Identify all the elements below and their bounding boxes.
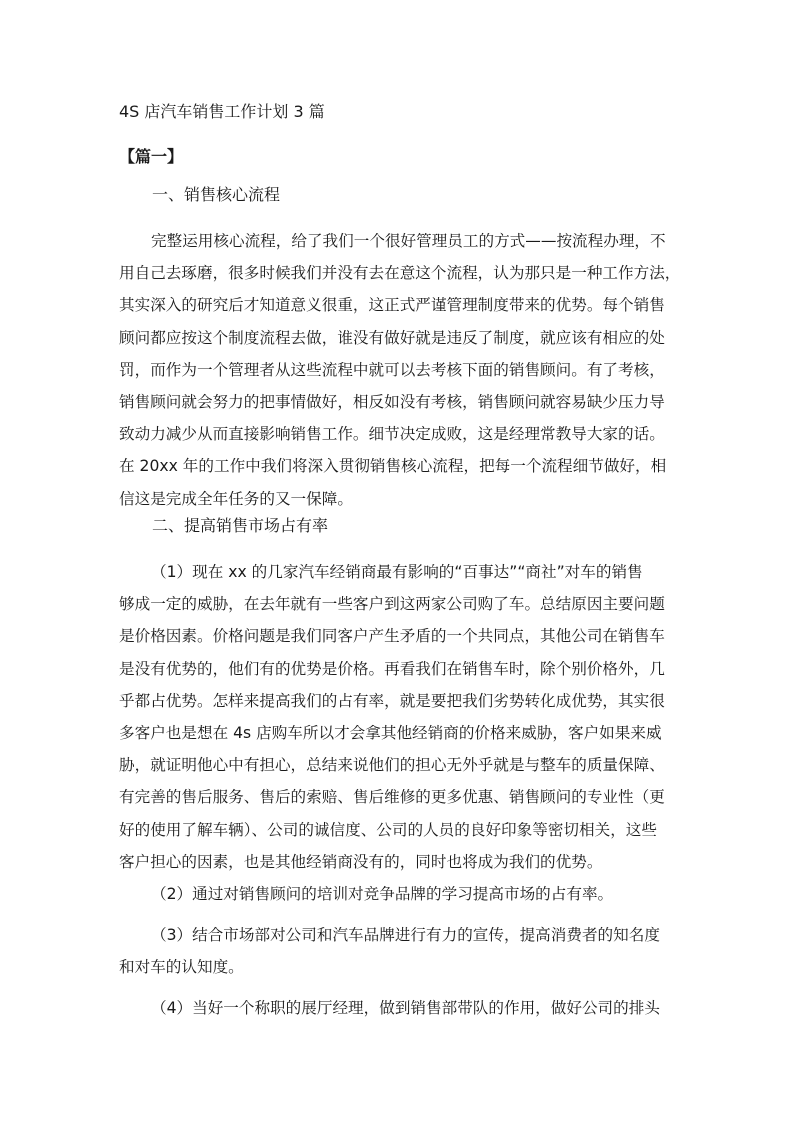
paragraph-line: 好的使用了解车辆）、公司的诚信度、公司的人员的良好印象等密切相关，这些 xyxy=(119,820,657,839)
paragraph-line: （3）结合市场部对公司和汽车品牌进行有力的宣传，提高消费者的知名度 xyxy=(151,926,660,944)
part-label: 【篇一】 xyxy=(119,147,184,166)
paragraph-line: 用自己去琢磨，很多时候我们并没有去在意这个流程，认为那只是一种工作方法， xyxy=(119,264,681,283)
paragraph-line: 在 20xx 年的工作中我们将深入贯彻销售核心流程，把每一个流程细节做好，相 xyxy=(119,457,667,476)
paragraph-line: （2）通过对销售顾问的培训对竞争品牌的学习提高市场的占有率。 xyxy=(151,885,614,903)
document-title: 4S 店汽车销售工作计划 3 篇 xyxy=(119,102,325,121)
paragraph-line: 其实深入的研究后才知道意义很重，这正式严谨管理制度带来的优势。每个销售 xyxy=(119,296,665,315)
paragraph-line: （4）当好一个称职的展厅经理，做到销售部带队的作用，做好公司的排头 xyxy=(151,999,660,1017)
paragraph-line: 罚，而作为一个管理者从这些流程中就可以去考核下面的销售顾问。有了考核， xyxy=(119,360,665,379)
paragraph-line: 致动力减少从而直接影响销售工作。细节决定成败，这是经理常教导大家的话。 xyxy=(119,425,665,444)
paragraph-line: 有完善的售后服务、售后的索赔、售后维修的更多优惠、销售顾问的专业性（更 xyxy=(119,788,665,807)
paragraph-market-share-3 xyxy=(119,919,689,983)
paragraph-line: 是没有优势的，他们有的优势是价格。再看我们在销售车时，除个别价格外，几 xyxy=(119,659,665,678)
paragraph-line: 是价格因素。价格问题是我们同客户产生矛盾的一个共同点，其他公司在销售车 xyxy=(119,627,665,646)
section-heading-market-share: 二、提高销售市场占有率 xyxy=(152,516,329,535)
paragraph-line: 销售顾问就会努力的把事情做好，相反如没有考核，销售顾问就容易缺少压力导 xyxy=(119,393,665,412)
paragraph-line: 顾问都应按这个制度流程去做，谁没有做好就是违反了制度，就应该有相应的处 xyxy=(119,328,665,347)
paragraph-market-share-1 xyxy=(119,556,689,878)
paragraph-line: 多客户也是想在 4s 店购车所以才会拿其他经销商的价格来威胁，客户如果来威 xyxy=(119,724,662,743)
paragraph-line: 和对车的认知度。 xyxy=(119,958,244,977)
paragraph-line: 乎都占优势。怎样来提高我们的占有率，就是要把我们劣势转化成优势，其实很 xyxy=(119,691,665,710)
paragraph-line: 客户担心的因素，也是其他经销商没有的，同时也将成为我们的优势。 xyxy=(119,852,603,871)
paragraph-line: （1）现在 xx 的几家汽车经销商最有影响的“百事达”“商社”对车的销售 xyxy=(151,563,643,581)
paragraph-market-share-2 xyxy=(119,878,689,910)
paragraph-line: 信这是完成全年任务的又一保障。 xyxy=(119,489,353,508)
paragraph-line: 够成一定的威胁，在去年就有一些客户到这两家公司购了车。总结原因主要问题 xyxy=(119,595,665,614)
paragraph-line: 完整运用核心流程，给了我们一个很好管理员工的方式——按流程办理，不 xyxy=(151,232,666,250)
paragraph-line: 胁，就证明他心中有担心，总结来说他们的担心无外乎就是与整车的质量保障、 xyxy=(119,756,665,775)
paragraph-market-share-4 xyxy=(119,992,689,1024)
paragraph-core-process xyxy=(119,225,689,515)
section-heading-core-process: 一、销售核心流程 xyxy=(152,185,281,204)
